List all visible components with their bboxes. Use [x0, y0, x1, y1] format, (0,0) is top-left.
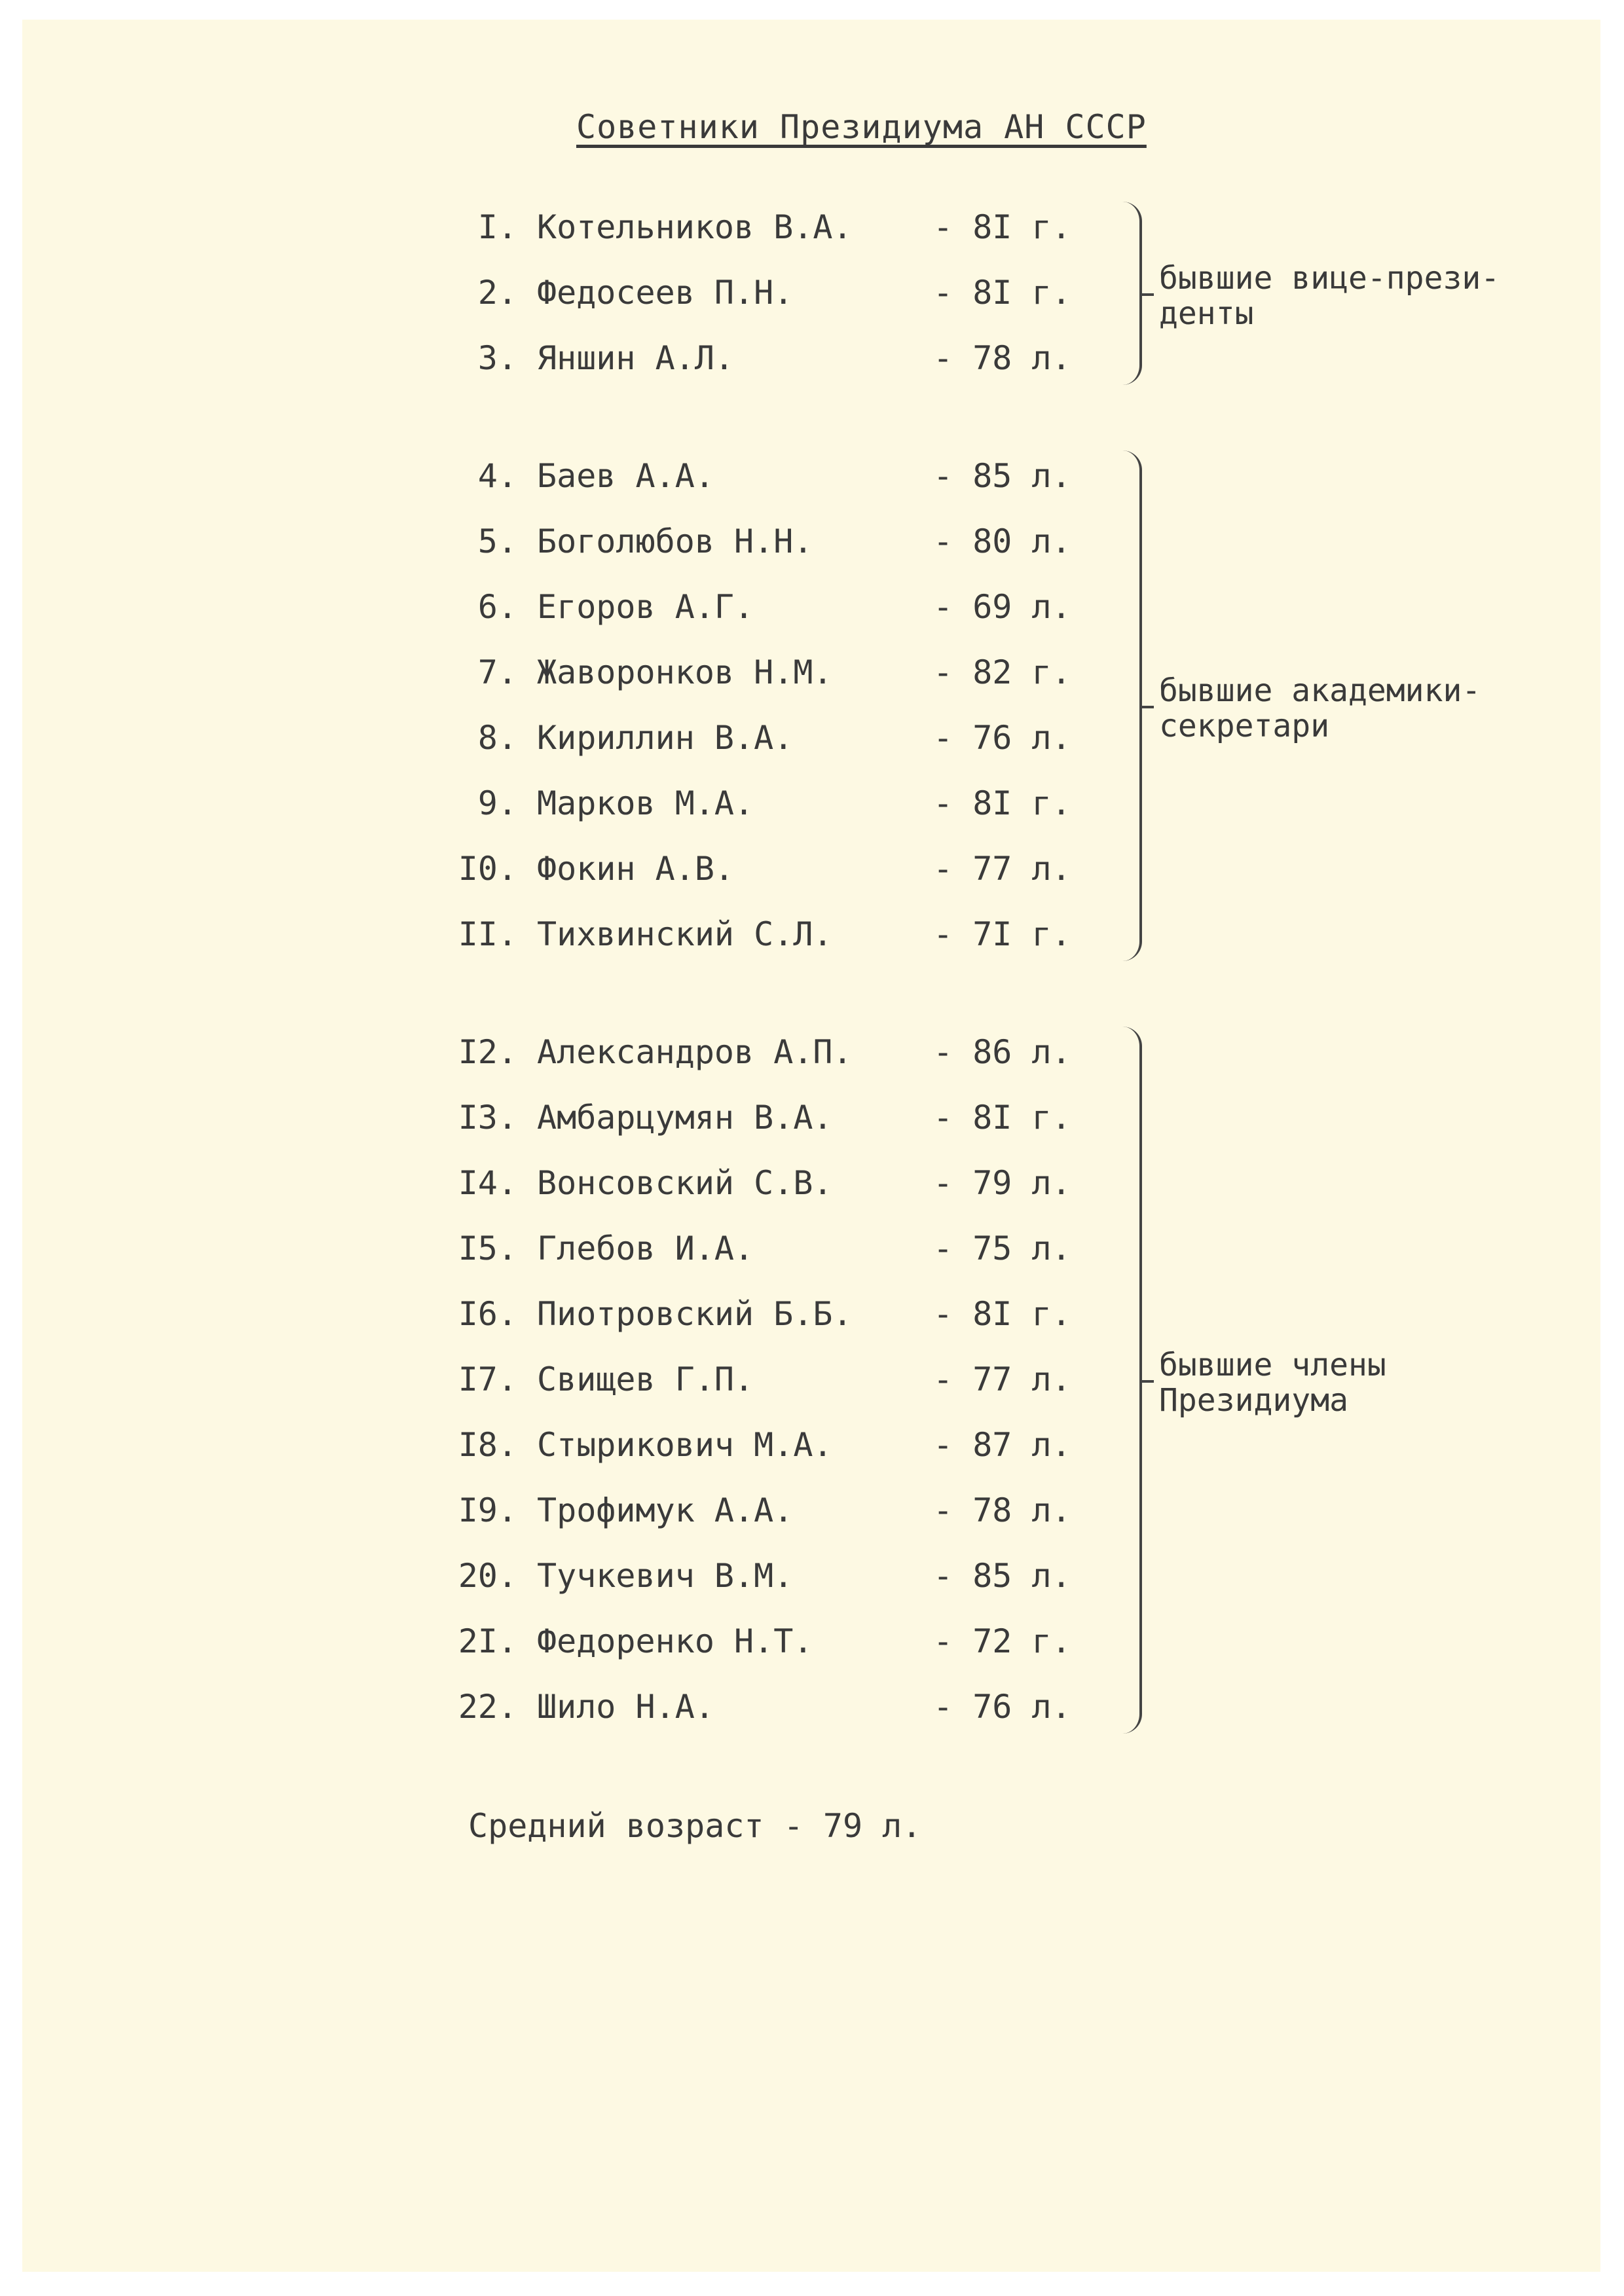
advisor-row: [0, 1491, 1624, 1533]
advisor-row: [0, 588, 1624, 630]
advisor-name: Фокин А.В.: [537, 850, 735, 888]
advisor-name: Тихвинский С.Л.: [537, 915, 833, 953]
advisor-number: 7.: [477, 653, 517, 691]
advisor-number: I6.: [458, 1295, 517, 1333]
group-brace: [1113, 1027, 1142, 1734]
advisor-age: - 78 л.: [933, 339, 1071, 377]
advisor-age: - 75 л.: [933, 1230, 1071, 1267]
advisor-number: 2.: [477, 274, 517, 312]
advisor-row: [0, 850, 1624, 892]
group-brace: [1113, 450, 1142, 961]
advisor-name: Пиотровский Б.Б.: [537, 1295, 853, 1333]
group-label: бывшие вице-прези- денты: [1159, 260, 1500, 332]
advisor-name: Трофимук А.А.: [537, 1491, 794, 1529]
advisor-row: [0, 1295, 1624, 1337]
advisor-name: Кириллин В.А.: [537, 719, 794, 757]
advisor-number: 6.: [477, 588, 517, 626]
advisor-row: [0, 784, 1624, 826]
advisor-name: Жаворонков Н.М.: [537, 653, 833, 691]
advisor-number: 9.: [477, 784, 517, 822]
advisor-number: I.: [477, 208, 517, 246]
advisor-age: - 8I г.: [933, 208, 1071, 246]
advisor-age: - 85 л.: [933, 457, 1071, 495]
advisor-number: I3.: [458, 1099, 517, 1137]
advisor-number: I9.: [458, 1491, 517, 1529]
advisor-age: - 8I г.: [933, 1295, 1071, 1333]
advisor-age: - 86 л.: [933, 1033, 1071, 1071]
advisor-row: [0, 915, 1624, 957]
advisor-row: [0, 208, 1624, 250]
advisor-number: I4.: [458, 1164, 517, 1202]
advisor-number: I2.: [458, 1033, 517, 1071]
advisor-row: [0, 339, 1624, 381]
average-age: Средний возраст - 79 л.: [468, 1807, 922, 1845]
advisor-number: 22.: [458, 1688, 517, 1726]
group-brace: [1113, 202, 1142, 385]
group-label: бывшие члены Президиума: [1159, 1347, 1386, 1419]
advisor-row: [0, 522, 1624, 564]
advisor-number: 8.: [477, 719, 517, 757]
advisor-age: - 85 л.: [933, 1557, 1071, 1595]
advisor-name: Глебов И.А.: [537, 1230, 754, 1267]
advisor-age: - 87 л.: [933, 1426, 1071, 1464]
advisor-number: 20.: [458, 1557, 517, 1595]
advisor-number: I0.: [458, 850, 517, 888]
advisor-name: Баев А.А.: [537, 457, 714, 495]
advisor-name: Федоренко Н.Т.: [537, 1622, 813, 1660]
advisor-age: - 82 г.: [933, 653, 1071, 691]
advisor-name: Тучкевич В.М.: [537, 1557, 794, 1595]
advisor-row: [0, 1557, 1624, 1599]
advisor-name: Егоров А.Г.: [537, 588, 754, 626]
advisor-name: Александров А.П.: [537, 1033, 853, 1071]
advisor-row: [0, 1230, 1624, 1271]
advisor-row: [0, 1688, 1624, 1730]
group-label: бывшие академики- секретари: [1159, 672, 1481, 744]
advisor-name: Шило Н.А.: [537, 1688, 714, 1726]
advisor-row: [0, 1099, 1624, 1140]
advisor-age: - 69 л.: [933, 588, 1071, 626]
advisor-row: [0, 1164, 1624, 1206]
advisor-age: - 77 л.: [933, 1360, 1071, 1398]
advisor-number: 5.: [477, 522, 517, 560]
page-title: Советники Президиума АН СССР: [576, 108, 1147, 146]
advisor-number: 3.: [477, 339, 517, 377]
advisor-age: - 76 л.: [933, 719, 1071, 757]
advisor-name: Стырикович М.А.: [537, 1426, 833, 1464]
advisor-age: - 78 л.: [933, 1491, 1071, 1529]
advisor-row: [0, 1033, 1624, 1075]
advisor-name: Вонсовский С.В.: [537, 1164, 833, 1202]
advisor-row: [0, 1426, 1624, 1468]
advisor-row: [0, 1622, 1624, 1664]
advisor-name: Свищев Г.П.: [537, 1360, 754, 1398]
advisor-number: I7.: [458, 1360, 517, 1398]
advisor-name: Амбарцумян В.А.: [537, 1099, 833, 1137]
advisor-age: - 76 л.: [933, 1688, 1071, 1726]
advisor-age: - 8I г.: [933, 784, 1071, 822]
advisor-age: - 8I г.: [933, 1099, 1071, 1137]
advisor-age: - 79 л.: [933, 1164, 1071, 1202]
advisor-row: [0, 457, 1624, 499]
advisor-name: Боголюбов Н.Н.: [537, 522, 813, 560]
advisor-name: Котельников В.А.: [537, 208, 853, 246]
advisor-number: I8.: [458, 1426, 517, 1464]
advisor-name: Федосеев П.Н.: [537, 274, 794, 312]
advisor-number: II.: [458, 915, 517, 953]
advisor-name: Марков М.А.: [537, 784, 754, 822]
advisor-name: Яншин А.Л.: [537, 339, 735, 377]
advisor-number: 4.: [477, 457, 517, 495]
advisor-age: - 7I г.: [933, 915, 1071, 953]
advisor-number: I5.: [458, 1230, 517, 1267]
advisor-age: - 72 г.: [933, 1622, 1071, 1660]
advisor-age: - 8I г.: [933, 274, 1071, 312]
advisor-number: 2I.: [458, 1622, 517, 1660]
advisor-age: - 80 л.: [933, 522, 1071, 560]
advisor-age: - 77 л.: [933, 850, 1071, 888]
